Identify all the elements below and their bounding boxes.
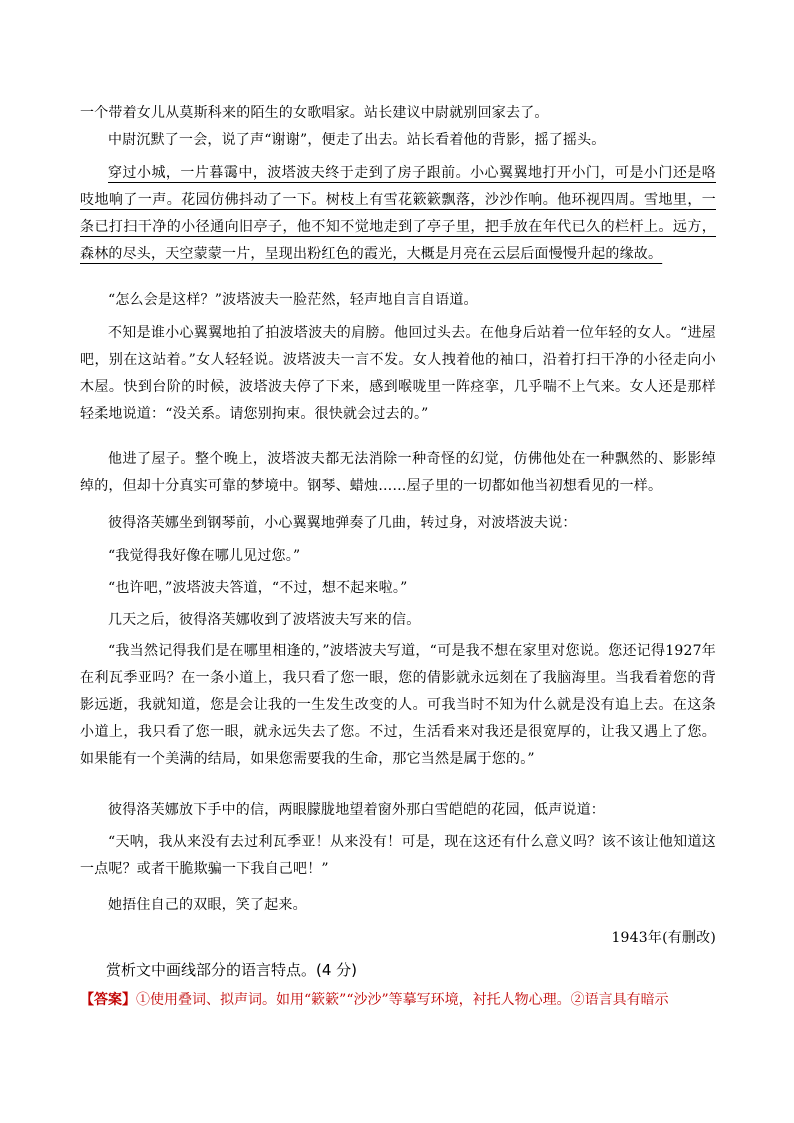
source-note: 1943年(有删改) bbox=[611, 930, 716, 946]
paragraph-2: 中尉沉默了一会，说了声“谢谢”，便走了出去。站长看着他的背影，摇了摇头。 bbox=[108, 132, 606, 148]
paragraph-4: “怎么会是这样？”波塔波夫一脸茫然，轻声地自言自语道。 bbox=[108, 292, 478, 308]
paragraph-9: “也许吧，”波塔波夫答道，“不过，想不起来啦。” bbox=[108, 580, 408, 596]
paragraph-1: 一个带着女儿从莫斯科来的陌生的女歌唱家。站长建议中尉就别回家去了。 bbox=[80, 105, 549, 121]
paragraph-14: 她捂住自己的双眼，笑了起来。 bbox=[108, 897, 307, 913]
paragraph-11: “我当然记得我们是在哪里相逢的，”波塔波夫写道，“可是我不想在家里对您说。您还记得1927年在利瓦季亚吗？在一条小道上，我只看了您一眼，您的倩影就永远刻在了我脑海里。当我看着您的背影远逝，我就知道，您是会让我的一生发生改变的人。可我当时不知为什么就是没有追上去。在这条小道上，我只看了您一眼，就永远失去了您。不过，生活看来对我还是很宽厚的，让我又遇上了您。如果能有一个美满的结局，如果您需要我的生命，那它当然是属于您的。” bbox=[80, 643, 716, 767]
underlined-passage: 穿过小城，一片暮霭中，波塔波夫终于走到了房子跟前。小心翼翼地打开小门，可是小门还是咯吱地响了一声。花园仿佛抖动了一下。树枝上有雪花簌簌飘落，沙沙作响。他环视四周。雪地里，一条已打扫干净的小径通向旧亭子，他不知不觉地走到了亭子里，把手放在年代已久的栏杆上。远方，森林的尽头，天空蒙蒙一片，呈现出粉红色的霞光，大概是月亮在云层后面慢慢升起的缘故。 bbox=[80, 165, 716, 262]
answer-line bbox=[80, 988, 720, 1012]
paragraph-6: 他进了屋子。整个晚上，波塔波夫都无法消除一种奇怪的幻觉，仿佛他处在一种飘然的、影影绰绰的，但却十分真实可靠的梦境中。钢琴、蜡烛……屋子里的一切都如他当初想看见的一样。 bbox=[80, 451, 716, 494]
paragraph-13: “天呐，我从来没有去过利瓦季亚！从来没有！可是，现在这还有什么意义吗？该不该让他知道这一点呢？或者干脆欺骗一下我自己吧！” bbox=[80, 834, 716, 877]
paragraph-10: 几天之后，彼得洛芙娜收到了波塔波夫写来的信。 bbox=[108, 612, 421, 628]
paragraph-8: “我觉得我好像在哪儿见过您。” bbox=[108, 548, 301, 564]
question: 赏析文中画线部分的语言特点。(4 分) bbox=[106, 961, 358, 979]
answer-tag: 【答案】 bbox=[80, 992, 136, 1008]
paragraph-7: 彼得洛芙娜坐到钢琴前，小心翼翼地弹奏了几曲，转过身，对波塔波夫说： bbox=[108, 515, 577, 531]
paragraph-12: 彼得洛芙娜放下手中的信，两眼朦胧地望着窗外那白雪皑皑的花园，低声说道： bbox=[108, 802, 605, 818]
answer-text: ①使用叠词、拟声词。如用“簌簌”“沙沙”等摹写环境，衬托人物心理。②语言具有暗示 bbox=[136, 992, 669, 1008]
paragraph-5: 不知是谁小心翼翼地拍了拍波塔波夫的肩膀。他回过头去。在他身后站着一位年轻的女人。“进屋吧，别在这站着。”女人轻轻说。波塔波夫一言不发。女人拽着他的袖口，沿着打扫干净的小径走向小木屋。快到台阶的时候，波塔波夫停了下来，感到喉咙里一阵痉挛，几乎喘不上气来。女人还是那样轻柔地说道：“没关系。请您别拘束。很快就会过去的。” bbox=[80, 325, 716, 422]
